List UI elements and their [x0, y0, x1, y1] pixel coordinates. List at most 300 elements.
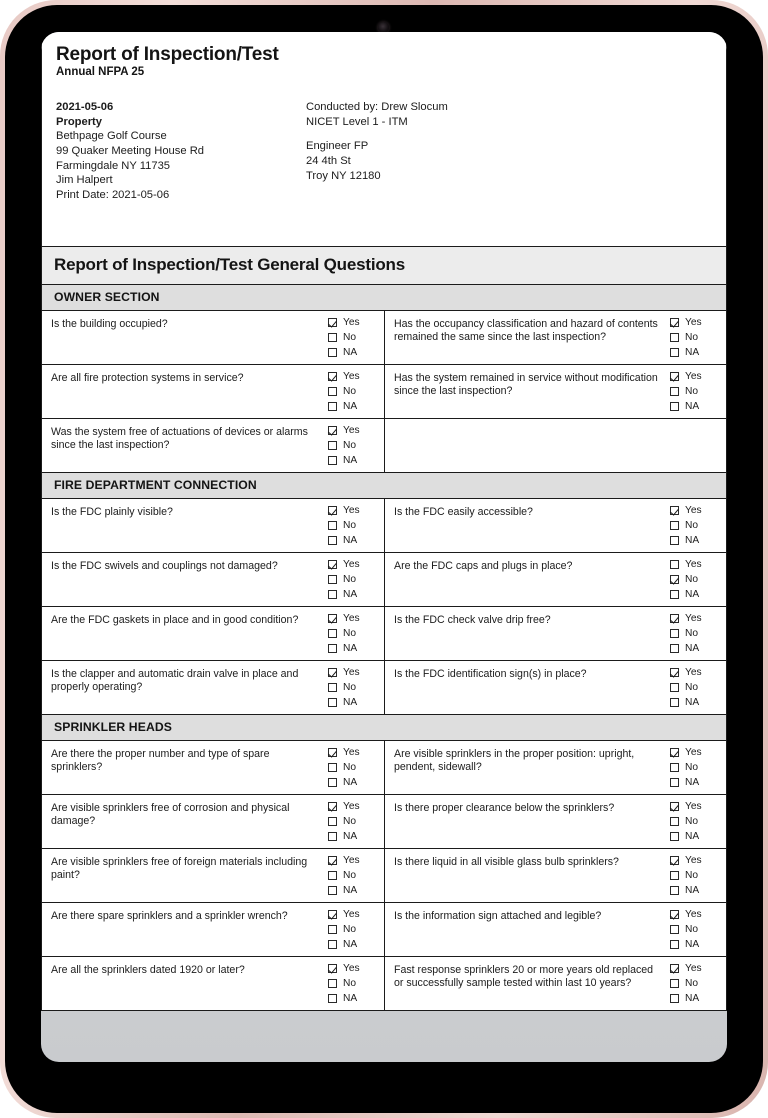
answer-option-label: No — [685, 627, 699, 639]
answer-option-label: No — [685, 681, 699, 693]
answer-option-label: Yes — [343, 504, 360, 516]
checkbox-unchecked-icon[interactable] — [328, 590, 337, 599]
answer-options — [670, 745, 726, 790]
answer-options — [670, 503, 726, 548]
answer-option-yes[interactable] — [670, 665, 720, 680]
answer-option-label: NA — [685, 400, 700, 412]
answer-option-label: Yes — [685, 504, 702, 516]
answer-option-label: Yes — [685, 370, 702, 382]
question-cell-left — [42, 903, 384, 956]
print-date: Print Date: 2021-05-06 — [56, 188, 170, 201]
questions-container — [41, 285, 727, 1011]
answer-option-yes[interactable] — [328, 557, 378, 572]
question-cell-left — [42, 607, 384, 660]
answer-option-label: No — [343, 869, 357, 881]
checkbox-checked-icon[interactable] — [328, 506, 337, 515]
answer-option-label: No — [685, 331, 699, 343]
answer-options — [328, 369, 384, 414]
answer-option-label: NA — [343, 642, 358, 654]
checkbox-unchecked-icon[interactable] — [328, 778, 337, 787]
answer-option-yes[interactable] — [328, 665, 378, 680]
question-cell-right — [384, 957, 726, 1010]
checkbox-unchecked-icon[interactable] — [670, 832, 679, 841]
answer-options — [670, 369, 726, 414]
checkbox-unchecked-icon[interactable] — [328, 456, 337, 465]
question-cell-left — [42, 553, 384, 606]
answer-option-label: NA — [343, 776, 358, 788]
question-text: Is the FDC plainly visible? — [51, 506, 173, 519]
question-text: Is the clapper and automatic drain valve in place and properly operating? — [51, 668, 299, 694]
answer-option-no[interactable] — [670, 814, 720, 829]
section-header: FIRE DEPARTMENT CONNECTION — [41, 473, 727, 499]
checkbox-checked-icon[interactable] — [328, 802, 337, 811]
checkbox-unchecked-icon[interactable] — [328, 940, 337, 949]
answer-option-no[interactable] — [328, 680, 378, 695]
question-text: Was the system free of actuations of devices or alarms since the last inspection? — [51, 426, 308, 452]
checkbox-unchecked-icon[interactable] — [670, 778, 679, 787]
checkbox-checked-icon[interactable] — [328, 318, 337, 327]
checkbox-checked-icon[interactable] — [670, 668, 679, 677]
section-header: SPRINKLER HEADS — [41, 715, 727, 741]
question-text: Is the FDC easily accessible? — [394, 506, 533, 519]
answer-option-label: Yes — [685, 666, 702, 678]
question-text: Is the building occupied? — [51, 318, 168, 331]
checkbox-checked-icon[interactable] — [328, 614, 337, 623]
answer-option-label: NA — [685, 938, 700, 950]
question-cell-right — [384, 607, 726, 660]
answer-options — [328, 557, 384, 602]
checkbox-unchecked-icon[interactable] — [670, 940, 679, 949]
checkbox-unchecked-icon[interactable] — [328, 683, 337, 692]
answer-option-no[interactable] — [670, 626, 720, 641]
answer-option-na[interactable] — [670, 883, 720, 898]
answer-option-yes[interactable] — [328, 745, 378, 760]
answer-option-label: NA — [685, 992, 700, 1004]
answer-options — [328, 907, 384, 952]
page-title: Report of Inspection/Test — [56, 44, 279, 65]
question-text: Are all fire protection systems in service? — [51, 372, 244, 385]
question-text: Is the information sign attached and legible? — [394, 910, 602, 923]
table-row — [41, 311, 727, 365]
answer-option-label: NA — [685, 830, 700, 842]
checkbox-checked-icon[interactable] — [328, 748, 337, 757]
table-row — [41, 419, 727, 473]
answer-option-no[interactable] — [670, 680, 720, 695]
answer-option-yes[interactable] — [670, 315, 720, 330]
answer-option-na[interactable] — [328, 587, 378, 602]
checkbox-checked-icon[interactable] — [670, 964, 679, 973]
checkbox-unchecked-icon[interactable] — [670, 886, 679, 895]
checkbox-checked-icon[interactable] — [670, 372, 679, 381]
checkbox-unchecked-icon[interactable] — [670, 521, 679, 530]
inspector-company: Engineer FP — [306, 140, 369, 153]
question-cell-right — [384, 499, 726, 552]
answer-option-na[interactable] — [670, 641, 720, 656]
answer-option-na[interactable] — [328, 641, 378, 656]
answer-options — [670, 315, 726, 360]
checkbox-unchecked-icon[interactable] — [328, 333, 337, 342]
table-row — [41, 499, 727, 553]
checkbox-unchecked-icon[interactable] — [328, 817, 337, 826]
checkbox-unchecked-icon[interactable] — [328, 925, 337, 934]
answer-option-label: Yes — [685, 962, 702, 974]
answer-option-label: No — [685, 977, 699, 989]
answer-option-label: No — [343, 385, 357, 397]
answer-option-label: Yes — [343, 316, 360, 328]
answer-option-no[interactable] — [328, 976, 378, 991]
answer-options — [328, 611, 384, 656]
conducted-by: Conducted by: Drew Slocum — [306, 101, 448, 114]
answer-option-no[interactable] — [670, 922, 720, 937]
answer-option-label: NA — [343, 534, 358, 546]
answer-option-label: NA — [343, 346, 358, 358]
answer-option-na[interactable] — [328, 829, 378, 844]
checkbox-unchecked-icon[interactable] — [328, 886, 337, 895]
answer-option-na[interactable] — [670, 533, 720, 548]
answer-options — [328, 745, 384, 790]
answer-option-na[interactable] — [670, 937, 720, 952]
answer-option-na[interactable] — [328, 775, 378, 790]
checkbox-checked-icon[interactable] — [670, 910, 679, 919]
answer-option-yes[interactable] — [328, 315, 378, 330]
section-header: OWNER SECTION — [41, 285, 727, 311]
question-text: Are visible sprinklers free of corrosion and physical damage? — [51, 802, 290, 828]
answer-option-label: No — [685, 923, 699, 935]
question-cell-left — [42, 957, 384, 1010]
checkbox-unchecked-icon[interactable] — [328, 521, 337, 530]
question-cell-right — [384, 903, 726, 956]
answer-option-label: No — [685, 519, 699, 531]
question-text: Are the FDC gaskets in place and in good condition? — [51, 614, 299, 627]
answer-option-label: Yes — [685, 558, 702, 570]
checkbox-unchecked-icon[interactable] — [670, 683, 679, 692]
answer-option-label: No — [343, 331, 357, 343]
answer-option-yes[interactable] — [328, 853, 378, 868]
checkbox-checked-icon[interactable] — [328, 426, 337, 435]
checkbox-unchecked-icon[interactable] — [670, 644, 679, 653]
answer-option-label: Yes — [685, 316, 702, 328]
checkbox-unchecked-icon[interactable] — [328, 348, 337, 357]
table-row — [41, 957, 727, 1011]
question-cell-right — [384, 741, 726, 794]
checkbox-unchecked-icon[interactable] — [670, 387, 679, 396]
answer-option-label: NA — [343, 696, 358, 708]
answer-option-no[interactable] — [328, 626, 378, 641]
answer-options — [670, 907, 726, 952]
checkbox-unchecked-icon[interactable] — [328, 536, 337, 545]
answer-option-yes[interactable] — [328, 423, 378, 438]
answer-option-label: No — [343, 681, 357, 693]
answer-option-label: NA — [685, 642, 700, 654]
answer-option-yes[interactable] — [670, 503, 720, 518]
answer-option-yes[interactable] — [670, 557, 720, 572]
checkbox-unchecked-icon[interactable] — [328, 698, 337, 707]
answer-option-label: Yes — [685, 612, 702, 624]
answer-option-label: No — [343, 573, 357, 585]
question-text: Are there the proper number and type of spare sprinklers? — [51, 748, 270, 774]
question-text: Is the FDC swivels and couplings not damaged? — [51, 560, 278, 573]
checkbox-checked-icon[interactable] — [328, 856, 337, 865]
answer-option-no[interactable] — [670, 572, 720, 587]
answer-option-na[interactable] — [328, 695, 378, 710]
checkbox-unchecked-icon[interactable] — [670, 536, 679, 545]
answer-option-na[interactable] — [670, 345, 720, 360]
answer-option-no[interactable] — [328, 922, 378, 937]
checkbox-checked-icon[interactable] — [670, 506, 679, 515]
answer-option-label: Yes — [343, 370, 360, 382]
question-cell-right — [384, 419, 726, 472]
question-cell-right — [384, 365, 726, 418]
answer-option-label: No — [685, 385, 699, 397]
meta-property-column — [56, 100, 306, 202]
checkbox-checked-icon[interactable] — [670, 856, 679, 865]
answer-option-na[interactable] — [670, 695, 720, 710]
question-text — [385, 423, 726, 468]
checkbox-checked-icon[interactable] — [670, 575, 679, 584]
answer-options — [670, 611, 726, 656]
property-name: Bethpage Golf Course — [56, 130, 167, 143]
property-address: 99 Quaker Meeting House Rd — [56, 144, 205, 157]
answer-options — [328, 503, 384, 548]
answer-option-no[interactable] — [328, 572, 378, 587]
table-row — [41, 795, 727, 849]
checkbox-unchecked-icon[interactable] — [328, 387, 337, 396]
answer-option-na[interactable] — [670, 775, 720, 790]
checkbox-checked-icon[interactable] — [328, 668, 337, 677]
table-row — [41, 365, 727, 419]
question-cell-right — [384, 311, 726, 364]
answer-option-no[interactable] — [670, 384, 720, 399]
answer-option-label: Yes — [685, 908, 702, 920]
answer-option-yes[interactable] — [328, 503, 378, 518]
checkbox-checked-icon[interactable] — [670, 318, 679, 327]
answer-option-yes[interactable] — [670, 907, 720, 922]
question-cell-left — [42, 419, 384, 472]
tablet-screen[interactable] — [41, 32, 727, 1062]
checkbox-unchecked-icon[interactable] — [670, 402, 679, 411]
answer-option-no[interactable] — [328, 330, 378, 345]
checkbox-unchecked-icon[interactable] — [328, 629, 337, 638]
checkbox-unchecked-icon[interactable] — [670, 560, 679, 569]
question-text: Has the system remained in service without modification since the last inspection? — [394, 372, 658, 398]
answer-option-label: Yes — [343, 800, 360, 812]
table-row — [41, 903, 727, 957]
general-questions-banner: Report of Inspection/Test General Questions — [41, 247, 727, 285]
answer-options — [670, 557, 726, 602]
answer-option-label: No — [343, 519, 357, 531]
answer-option-yes[interactable] — [328, 611, 378, 626]
checkbox-unchecked-icon[interactable] — [670, 590, 679, 599]
question-cell-right — [384, 849, 726, 902]
table-row — [41, 607, 727, 661]
answer-option-na[interactable] — [328, 883, 378, 898]
checkbox-unchecked-icon[interactable] — [328, 644, 337, 653]
answer-option-no[interactable] — [670, 760, 720, 775]
table-row — [41, 553, 727, 607]
answer-option-no[interactable] — [328, 384, 378, 399]
answer-option-na[interactable] — [670, 399, 720, 414]
checkbox-unchecked-icon[interactable] — [670, 629, 679, 638]
checkbox-unchecked-icon[interactable] — [670, 763, 679, 772]
answer-option-na[interactable] — [328, 991, 378, 1006]
answer-option-yes[interactable] — [328, 799, 378, 814]
answer-option-label: Yes — [343, 424, 360, 436]
answer-option-na[interactable] — [328, 937, 378, 952]
answer-option-label: No — [343, 815, 357, 827]
question-text: Is there proper clearance below the sprinklers? — [394, 802, 615, 815]
answer-option-label: Yes — [685, 800, 702, 812]
answer-option-na[interactable] — [328, 453, 378, 468]
checkbox-unchecked-icon[interactable] — [670, 979, 679, 988]
answer-option-na[interactable] — [670, 829, 720, 844]
checkbox-unchecked-icon[interactable] — [328, 402, 337, 411]
answer-option-yes[interactable] — [670, 611, 720, 626]
answer-option-na[interactable] — [328, 345, 378, 360]
answer-option-label: No — [685, 761, 699, 773]
answer-option-label: Yes — [343, 666, 360, 678]
answer-option-na[interactable] — [328, 533, 378, 548]
checkbox-checked-icon[interactable] — [670, 614, 679, 623]
answer-option-no[interactable] — [328, 760, 378, 775]
checkbox-unchecked-icon[interactable] — [328, 763, 337, 772]
checkbox-unchecked-icon[interactable] — [328, 994, 337, 1003]
checkbox-checked-icon[interactable] — [670, 802, 679, 811]
answer-option-na[interactable] — [670, 587, 720, 602]
checkbox-checked-icon[interactable] — [328, 560, 337, 569]
answer-option-label: Yes — [343, 854, 360, 866]
answer-option-yes[interactable] — [670, 961, 720, 976]
question-cell-left — [42, 849, 384, 902]
checkbox-unchecked-icon[interactable] — [328, 871, 337, 880]
checkbox-unchecked-icon[interactable] — [670, 348, 679, 357]
document-header — [41, 32, 727, 247]
checkbox-checked-icon[interactable] — [328, 910, 337, 919]
inspection-date: 2021-05-06 — [56, 101, 114, 114]
answer-option-label: NA — [685, 696, 700, 708]
answer-option-no[interactable] — [670, 330, 720, 345]
inspector-address: 24 4th St — [306, 154, 351, 167]
checkbox-checked-icon[interactable] — [328, 372, 337, 381]
answer-option-label: No — [343, 439, 357, 451]
answer-option-label: NA — [685, 884, 700, 896]
question-cell-right — [384, 553, 726, 606]
checkbox-unchecked-icon[interactable] — [670, 925, 679, 934]
answer-option-label: Yes — [343, 746, 360, 758]
answer-option-no[interactable] — [328, 438, 378, 453]
answer-option-label: NA — [685, 534, 700, 546]
question-text: Is the FDC identification sign(s) in place? — [394, 668, 587, 681]
answer-option-label: Yes — [685, 746, 702, 758]
answer-option-yes[interactable] — [670, 369, 720, 384]
answer-option-label: No — [343, 923, 357, 935]
question-cell-right — [384, 661, 726, 714]
answer-option-label: Yes — [343, 962, 360, 974]
answer-option-label: NA — [685, 776, 700, 788]
answer-option-na[interactable] — [670, 991, 720, 1006]
answer-options — [328, 799, 384, 844]
answer-option-label: Yes — [343, 612, 360, 624]
answer-option-no[interactable] — [328, 814, 378, 829]
question-cell-left — [42, 311, 384, 364]
answer-option-yes[interactable] — [670, 745, 720, 760]
answer-option-no[interactable] — [670, 518, 720, 533]
answer-option-yes[interactable] — [670, 799, 720, 814]
answer-options — [328, 961, 384, 1006]
answer-option-yes[interactable] — [670, 853, 720, 868]
inspector-credential: NICET Level 1 - ITM — [306, 115, 408, 128]
answer-option-label: No — [343, 761, 357, 773]
answer-option-label: NA — [343, 884, 358, 896]
answer-option-label: NA — [685, 588, 700, 600]
checkbox-unchecked-icon[interactable] — [670, 698, 679, 707]
answer-option-yes[interactable] — [328, 907, 378, 922]
answer-options — [328, 853, 384, 898]
checkbox-unchecked-icon[interactable] — [670, 333, 679, 342]
checkbox-unchecked-icon[interactable] — [328, 575, 337, 584]
answer-options — [670, 799, 726, 844]
answer-option-no[interactable] — [328, 518, 378, 533]
meta-spacer — [306, 129, 712, 139]
checkbox-unchecked-icon[interactable] — [328, 832, 337, 841]
answer-options — [328, 315, 384, 360]
checkbox-unchecked-icon[interactable] — [670, 994, 679, 1003]
property-city-state-zip: Farmingdale NY 11735 — [56, 159, 171, 172]
question-text: Are visible sprinklers free of foreign materials including paint? — [51, 856, 308, 882]
answer-option-label: Yes — [343, 908, 360, 920]
question-text: Is the FDC check valve drip free? — [394, 614, 551, 627]
answer-option-no[interactable] — [670, 976, 720, 991]
question-text: Is there liquid in all visible glass bulb sprinklers? — [394, 856, 619, 869]
question-cell-right — [384, 795, 726, 848]
checkbox-checked-icon[interactable] — [328, 964, 337, 973]
inspection-report-page — [41, 32, 727, 1011]
question-cell-left — [42, 795, 384, 848]
question-text: Are the FDC caps and plugs in place? — [394, 560, 573, 573]
question-text: Fast response sprinklers 20 or more years old replaced or successfully sample tested within last 10 years? — [394, 964, 654, 990]
table-row — [41, 661, 727, 715]
question-text: Are there spare sprinklers and a sprinkler wrench? — [51, 910, 288, 923]
answer-option-label: NA — [343, 400, 358, 412]
answer-option-label: Yes — [685, 854, 702, 866]
checkbox-checked-icon[interactable] — [670, 748, 679, 757]
checkbox-unchecked-icon[interactable] — [670, 817, 679, 826]
answer-option-na[interactable] — [328, 399, 378, 414]
question-cell-left — [42, 365, 384, 418]
answer-option-label: NA — [343, 588, 358, 600]
answer-option-label: NA — [343, 938, 358, 950]
answer-option-no[interactable] — [670, 868, 720, 883]
answer-option-no[interactable] — [328, 868, 378, 883]
answer-option-label: No — [343, 977, 357, 989]
checkbox-unchecked-icon[interactable] — [328, 441, 337, 450]
checkbox-unchecked-icon[interactable] — [670, 871, 679, 880]
inspector-city-state-zip: Troy NY 12180 — [306, 169, 381, 182]
answer-option-label: NA — [343, 454, 358, 466]
answer-options — [670, 961, 726, 1006]
question-cell-left — [42, 661, 384, 714]
answer-option-yes[interactable] — [328, 369, 378, 384]
checkbox-unchecked-icon[interactable] — [328, 979, 337, 988]
answer-options — [670, 853, 726, 898]
answer-option-label: No — [685, 573, 699, 585]
answer-option-yes[interactable] — [328, 961, 378, 976]
question-cell-left — [42, 499, 384, 552]
header-meta — [56, 100, 712, 202]
meta-inspector-column — [306, 100, 712, 202]
question-text: Are all the sprinklers dated 1920 or later? — [51, 964, 245, 977]
property-label: Property — [56, 115, 103, 128]
answer-options — [328, 665, 384, 710]
